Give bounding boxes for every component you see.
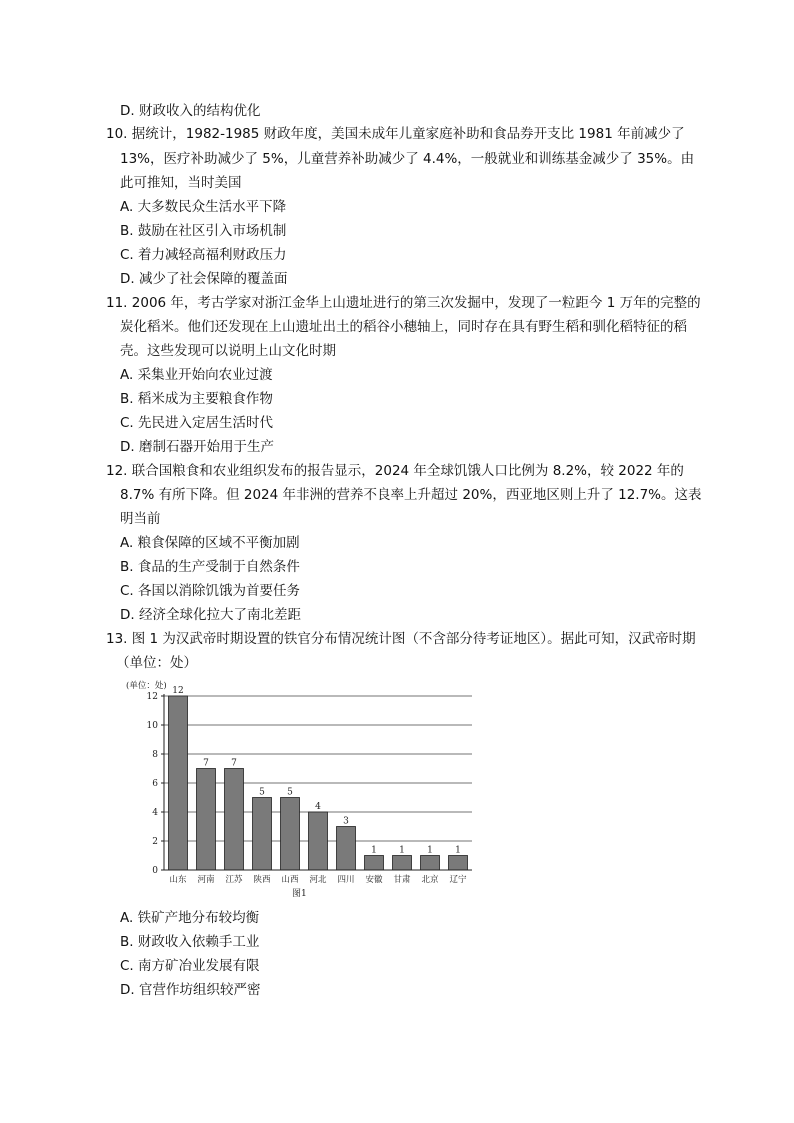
x-tick-label: 山西	[281, 875, 299, 885]
q13-stem-line-1: 13. 图 1 为汉武帝时期设置的铁官分布情况统计图（不含部分待考证地区）。据此可知，汉武帝时期	[106, 631, 696, 647]
q12-stem-line-1: 12. 联合国粮食和农业组织发布的报告显示，2024 年全球饥饿人口比例为 8.2%，较 2022 年的	[106, 463, 684, 479]
y-tick-label: 10	[146, 721, 158, 731]
bar-value-label: 1	[427, 845, 433, 856]
q11-option-c: C. 先民进入定居生活时代	[120, 415, 274, 431]
bar-value-label: 5	[287, 787, 293, 798]
y-tick-label: 12	[146, 692, 158, 702]
bar-河南	[197, 769, 216, 871]
bar-北京	[421, 856, 440, 871]
q10-stem-line-2: 13%，医疗补助减少了 5%，儿童营养补助减少了 4.4%，一般就业和训练基金减少了 35%。由	[120, 151, 695, 167]
q11-option-a: A. 采集业开始向农业过渡	[120, 367, 273, 383]
q12-option-a: A. 粮食保障的区域不平衡加剧	[120, 535, 300, 551]
bar-甘肃	[393, 856, 412, 871]
bar-value-label: 4	[315, 802, 321, 812]
q11-stem-line-2: 炭化稻米。他们还发现在上山遗址出土的稻谷小穗轴上，同时存在具有野生稻和驯化稻特征的稻	[120, 319, 687, 335]
bar-value-label: 1	[399, 845, 405, 856]
q11-option-b: B. 稻米成为主要粮食作物	[120, 391, 273, 407]
y-tick-label: 4	[152, 808, 158, 818]
x-tick-label: 江苏	[225, 875, 243, 885]
q10-stem-line-3: 此可推知，当时美国	[120, 175, 242, 191]
x-tick-label: 山东	[169, 875, 187, 885]
x-tick-label: 甘肃	[393, 875, 411, 885]
x-tick-label: 安徽	[365, 875, 383, 885]
y-tick-label: 6	[152, 779, 158, 789]
q12-option-b: B. 食品的生产受制于自然条件	[120, 559, 300, 575]
q10-option-d: D. 减少了社会保障的覆盖面	[120, 271, 288, 287]
bar-value-label: 1	[371, 845, 377, 856]
q10-stem-line-1: 10. 据统计，1982-1985 财政年度，美国未成年儿童家庭补助和食品券开支比 1981 年前减少了	[106, 126, 685, 142]
q10-option-c: C. 着力减轻高福利财政压力	[120, 247, 287, 263]
chart-labels	[147, 686, 467, 885]
bar-四川	[337, 827, 356, 871]
bar-value-label: 1	[455, 845, 461, 856]
q9-option-d: D. 财政收入的结构优化	[120, 103, 261, 119]
y-tick-label: 8	[152, 750, 158, 760]
q13-option-d: D. 官营作坊组织较严密	[120, 982, 261, 998]
bar-河北	[309, 812, 328, 870]
bar-陕西	[253, 798, 272, 871]
q13-option-b: B. 财政收入依赖手工业	[120, 934, 260, 950]
q12-stem-line-3: 明当前	[120, 511, 161, 527]
q10-option-a: A. 大多数民众生活水平下降	[120, 199, 287, 215]
q13-option-c: C. 南方矿冶业发展有限	[120, 958, 260, 974]
x-tick-label: 河北	[309, 875, 327, 885]
chart-caption: 图1	[292, 889, 307, 899]
bar-value-label: 3	[343, 816, 349, 827]
bar-value-label: 5	[259, 787, 265, 798]
x-tick-label: 陕西	[253, 875, 271, 885]
q12-option-d: D. 经济全球化拉大了南北差距	[120, 607, 301, 623]
bar-山东	[169, 696, 188, 870]
y-tick-label: 0	[152, 866, 158, 876]
q11-option-d: D. 磨制石器开始用于生产	[120, 439, 274, 455]
q11-stem-line-3: 壳。这些发现可以说明上山文化时期	[120, 343, 336, 359]
x-tick-label: 河南	[197, 875, 215, 885]
q13-option-a: A. 铁矿产地分布较均衡	[120, 910, 260, 926]
x-tick-label: 北京	[421, 875, 439, 885]
q12-stem-line-2: 8.7% 有所下降。但 2024 年非洲的营养不良率上升超过 20%，西亚地区则上升了 12.7%。这表	[120, 487, 702, 503]
bar-value-label: 12	[172, 686, 184, 696]
q13-stem-line-2: （单位：处）	[116, 655, 197, 671]
q12-option-c: C. 各国以消除饥饿为首要任务	[120, 583, 301, 599]
y-tick-label: 2	[152, 837, 158, 847]
bar-value-label: 7	[231, 758, 237, 769]
q10-option-b: B. 鼓励在社区引入市场机制	[120, 223, 287, 239]
q11-stem-line-1: 11. 2006 年，考古学家对浙江金华上山遗址进行的第三次发掘中，发现了一粒距今 1 万年的完整的	[106, 295, 701, 311]
bar-value-label: 7	[203, 758, 209, 769]
bar-江苏	[225, 769, 244, 871]
bar-安徽	[365, 856, 384, 871]
x-tick-label: 四川	[337, 875, 355, 885]
x-tick-label: 辽宁	[449, 875, 467, 885]
iron-office-bar-chart	[120, 678, 480, 903]
bar-辽宁	[449, 856, 468, 871]
bar-山西	[281, 798, 300, 871]
chart-unit-label: (单位：处)	[126, 681, 167, 691]
